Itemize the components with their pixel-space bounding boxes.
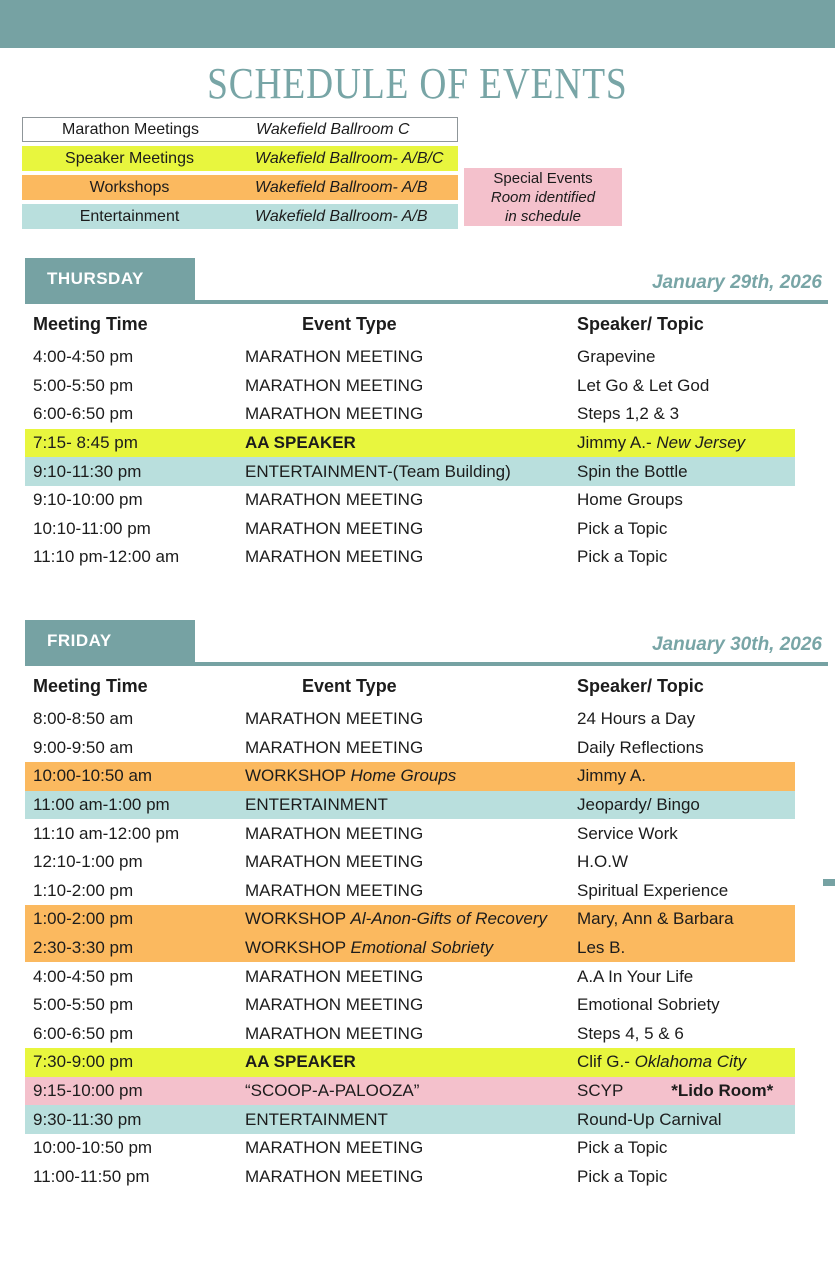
row-event: ENTERTAINMENT bbox=[245, 1109, 388, 1129]
page-title-text: SCHEDULE OF EVENTS bbox=[207, 59, 628, 108]
row-time: 4:00-4:50 pm bbox=[33, 347, 134, 367]
legend-label: Entertainment bbox=[79, 207, 180, 225]
row-speaker: Jimmy A. bbox=[577, 766, 646, 786]
row-event: ENTERTAINMENT bbox=[245, 795, 388, 815]
row-time: 8:00-8:50 am bbox=[33, 709, 134, 729]
special-events-line3: in schedule bbox=[505, 207, 581, 225]
col-header-event-type: Event Type bbox=[302, 314, 397, 334]
row-speaker: Daily Reflections bbox=[577, 737, 704, 757]
day-divider-line bbox=[25, 662, 828, 666]
schedule-row bbox=[25, 486, 795, 515]
special-events-line2: Room identified bbox=[490, 188, 596, 206]
schedule-row bbox=[25, 819, 795, 848]
row-event: MARATHON MEETING bbox=[245, 1138, 424, 1158]
row-time: 11:10 am-12:00 pm bbox=[33, 823, 180, 843]
row-time: 5:00-5:50 pm bbox=[33, 375, 134, 395]
row-speaker: Pick a Topic bbox=[577, 518, 668, 538]
day-tab-friday: FRIDAY bbox=[25, 620, 195, 662]
row-event: MARATHON MEETING bbox=[245, 547, 424, 567]
column-headers bbox=[25, 676, 795, 697]
legend-room: Wakefield Ballroom- A/B bbox=[255, 178, 428, 196]
day-date: January 30th, 2026 bbox=[651, 634, 822, 655]
row-speaker: Pick a Topic bbox=[577, 547, 668, 567]
col-header-meeting-time: Meeting Time bbox=[33, 314, 148, 334]
row-speaker: Service Work bbox=[577, 823, 678, 843]
row-speaker: SCYP *Lido Room* bbox=[577, 1081, 774, 1101]
row-time: 6:00-6:50 pm bbox=[33, 1023, 134, 1043]
row-speaker-italic: Oklahoma City bbox=[634, 1052, 747, 1072]
row-time: 2:30-3:30 pm bbox=[33, 938, 134, 958]
schedule-row bbox=[25, 1163, 795, 1192]
row-speaker: Les B. bbox=[577, 938, 626, 958]
row-time: 9:10-10:00 pm bbox=[33, 490, 143, 510]
schedule-row bbox=[25, 1105, 795, 1134]
row-event: MARATHON MEETING bbox=[245, 823, 424, 843]
row-time: 1:10-2:00 pm bbox=[33, 880, 134, 900]
schedule-row bbox=[25, 372, 795, 401]
row-speaker-italic: New Jersey bbox=[656, 433, 746, 453]
schedule-row bbox=[25, 762, 795, 791]
top-banner-bar bbox=[0, 0, 835, 48]
schedule-row bbox=[25, 1048, 795, 1077]
legend-row-workshop bbox=[22, 175, 458, 200]
row-event: MARATHON MEETING bbox=[245, 880, 424, 900]
row-time: 7:30-9:00 pm bbox=[33, 1052, 134, 1072]
legend-room: Wakefield Ballroom C bbox=[256, 120, 410, 138]
row-time: 9:15-10:00 pm bbox=[33, 1081, 143, 1101]
legend-label: Marathon Meetings bbox=[62, 120, 199, 138]
schedule-row bbox=[25, 429, 795, 458]
row-event: “SCOOP-A-PALOOZA” bbox=[245, 1081, 420, 1101]
schedule-row bbox=[25, 791, 795, 820]
legend-room: Wakefield Ballroom- A/B/C bbox=[255, 149, 444, 167]
row-event: MARATHON MEETING bbox=[245, 737, 424, 757]
schedule-row bbox=[25, 1134, 795, 1163]
row-event: MARATHON MEETING bbox=[245, 1023, 424, 1043]
row-time: 5:00-5:50 pm bbox=[33, 995, 134, 1015]
row-event: MARATHON MEETING bbox=[245, 518, 424, 538]
row-time: 10:10-11:00 pm bbox=[33, 518, 151, 538]
row-time: 9:30-11:30 pm bbox=[33, 1109, 142, 1129]
row-speaker: H.O.W bbox=[577, 852, 628, 872]
col-header-event-type: Event Type bbox=[302, 676, 397, 696]
schedule-row bbox=[25, 1077, 795, 1106]
row-event bbox=[237, 433, 569, 453]
row-speaker: Pick a Topic bbox=[577, 1138, 668, 1158]
day-section-thursday bbox=[0, 258, 835, 572]
row-speaker: Spiritual Experience bbox=[577, 880, 729, 900]
row-time: 11:00-11:50 pm bbox=[33, 1166, 150, 1186]
row-speaker: Jimmy A.- New Jersey bbox=[577, 433, 746, 453]
row-speaker: Let Go & Let God bbox=[577, 375, 710, 395]
page-edge-mark bbox=[823, 879, 835, 886]
legend-room: Wakefield Ballroom- A/B bbox=[255, 207, 428, 225]
special-events-line1: Special Events bbox=[493, 169, 593, 187]
row-speaker: Round-Up Carnival bbox=[577, 1109, 722, 1129]
legend-row-marathon bbox=[22, 117, 458, 142]
day-header bbox=[25, 620, 828, 666]
row-event-bold: AA SPEAKER bbox=[245, 433, 356, 453]
row-event-italic: Emotional Sobriety bbox=[350, 938, 494, 958]
special-events-note bbox=[464, 168, 622, 226]
row-time: 10:00-10:50 pm bbox=[33, 1138, 153, 1158]
schedule-row bbox=[25, 991, 795, 1020]
row-event: WORKSHOP Home Groups bbox=[245, 766, 457, 786]
day-header bbox=[25, 258, 828, 304]
row-event: MARATHON MEETING bbox=[245, 709, 424, 729]
schedule-row bbox=[25, 1020, 795, 1049]
legend bbox=[22, 117, 458, 233]
row-event: MARATHON MEETING bbox=[245, 995, 424, 1015]
schedule-rows bbox=[25, 343, 795, 572]
row-event-italic: Al-Anon-Gifts of Recovery bbox=[350, 909, 547, 929]
schedule-row bbox=[25, 848, 795, 877]
row-speaker: Mary, Ann & Barbara bbox=[577, 909, 734, 929]
row-speaker: Grapevine bbox=[577, 347, 656, 367]
row-time: 12:10-1:00 pm bbox=[33, 852, 143, 872]
legend-label: Workshops bbox=[89, 178, 170, 196]
legend-label: Speaker Meetings bbox=[65, 149, 194, 167]
row-time: 1:00-2:00 pm bbox=[33, 909, 134, 929]
row-event bbox=[237, 1052, 569, 1072]
row-time: 9:10-11:30 pm bbox=[33, 461, 142, 481]
schedule-row bbox=[25, 962, 795, 991]
legend-row-entertainment bbox=[22, 204, 458, 229]
schedule-row bbox=[25, 457, 795, 486]
schedule-row bbox=[25, 705, 795, 734]
schedule-row bbox=[25, 343, 795, 372]
column-headers bbox=[25, 314, 795, 335]
row-event: WORKSHOP Emotional Sobriety bbox=[245, 938, 494, 958]
row-speaker: Jeopardy/ Bingo bbox=[577, 795, 700, 815]
row-time: 4:00-4:50 pm bbox=[33, 966, 134, 986]
col-header-meeting-time: Meeting Time bbox=[33, 676, 148, 696]
row-time: 6:00-6:50 pm bbox=[33, 404, 134, 424]
day-date: January 29th, 2026 bbox=[651, 272, 822, 293]
row-speaker: A.A In Your Life bbox=[577, 966, 694, 986]
schedule-rows bbox=[25, 705, 795, 1191]
schedule-row bbox=[25, 905, 795, 934]
col-header-speaker-topic: Speaker/ Topic bbox=[577, 676, 704, 696]
row-event-italic: Home Groups bbox=[350, 766, 457, 786]
row-speaker: Clif G.- Oklahoma City bbox=[577, 1052, 747, 1072]
day-tab-thursday: THURSDAY bbox=[25, 258, 195, 300]
row-time: 10:00-10:50 am bbox=[33, 766, 153, 786]
row-event: MARATHON MEETING bbox=[245, 852, 424, 872]
row-speaker: Emotional Sobriety bbox=[577, 995, 720, 1015]
legend-row-speaker bbox=[22, 146, 458, 171]
row-event: MARATHON MEETING bbox=[245, 375, 424, 395]
row-speaker: Pick a Topic bbox=[577, 1166, 668, 1186]
row-event: ENTERTAINMENT-(Team Building) bbox=[245, 461, 511, 481]
row-event: WORKSHOP Al-Anon-Gifts of Recovery bbox=[245, 909, 547, 929]
schedule-row bbox=[25, 543, 795, 572]
row-event: MARATHON MEETING bbox=[245, 490, 424, 510]
row-speaker: Spin the Bottle bbox=[577, 461, 688, 481]
day-section-friday bbox=[0, 620, 835, 1191]
schedule-row bbox=[25, 400, 795, 429]
row-time: 11:10 pm-12:00 am bbox=[33, 547, 180, 567]
col-header-speaker-topic: Speaker/ Topic bbox=[577, 314, 704, 334]
schedule-row bbox=[25, 734, 795, 763]
row-event: MARATHON MEETING bbox=[245, 404, 424, 424]
schedule-row bbox=[25, 934, 795, 963]
schedule-row bbox=[25, 515, 795, 544]
row-time: 9:00-9:50 am bbox=[33, 737, 134, 757]
day-divider-line bbox=[25, 300, 828, 304]
row-event-bold: AA SPEAKER bbox=[245, 1052, 356, 1072]
row-event: MARATHON MEETING bbox=[245, 1166, 424, 1186]
page-title bbox=[0, 58, 835, 109]
row-speaker: Steps 4, 5 & 6 bbox=[577, 1023, 684, 1043]
row-speaker: 24 Hours a Day bbox=[577, 709, 696, 729]
schedule-row bbox=[25, 877, 795, 906]
row-speaker-room: *Lido Room* bbox=[671, 1081, 774, 1101]
row-time: 7:15- 8:45 pm bbox=[33, 433, 138, 453]
row-event: MARATHON MEETING bbox=[245, 347, 424, 367]
row-time: 11:00 am-1:00 pm bbox=[33, 795, 170, 815]
row-speaker: Steps 1,2 & 3 bbox=[577, 404, 680, 424]
row-event: MARATHON MEETING bbox=[245, 966, 424, 986]
row-speaker: Home Groups bbox=[577, 490, 683, 510]
